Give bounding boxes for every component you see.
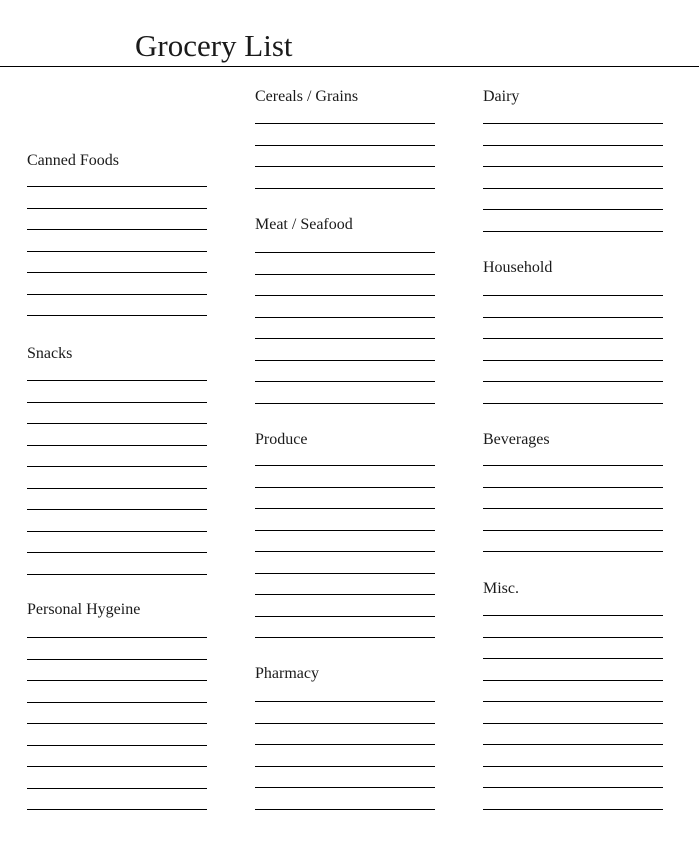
write-in-line [483,701,663,702]
write-in-line [27,745,207,746]
section-heading: Pharmacy [255,665,319,682]
section-heading: Dairy [483,88,520,105]
write-in-line [27,380,207,381]
write-in-line [27,186,207,187]
write-in-line [483,145,663,146]
write-in-line [27,788,207,789]
write-in-line [27,272,207,273]
write-in-line [27,229,207,230]
write-in-line [483,465,663,466]
write-in-line [483,787,663,788]
column-left [27,0,207,862]
write-in-line [27,723,207,724]
write-in-line [483,487,663,488]
write-in-line [27,809,207,810]
write-in-line [255,530,435,531]
section-heading: Personal Hygeine [27,601,141,618]
section-heading: Snacks [27,345,73,362]
write-in-line [483,381,663,382]
write-in-line [27,680,207,681]
write-in-line [483,658,663,659]
write-in-line [255,701,435,702]
write-in-line [27,294,207,295]
write-in-line [27,659,207,660]
write-in-line [483,338,663,339]
write-in-line [255,551,435,552]
write-in-line [255,360,435,361]
write-in-line [255,274,435,275]
section-heading: Household [483,259,553,276]
write-in-line [27,766,207,767]
write-in-line [483,508,663,509]
section-heading: Misc. [483,580,519,597]
write-in-line [255,594,435,595]
column-right [483,0,663,862]
write-in-line [27,445,207,446]
write-in-line [255,252,435,253]
write-in-line [483,615,663,616]
write-in-line [27,574,207,575]
write-in-line [483,766,663,767]
section-heading: Meat / Seafood [255,216,353,233]
write-in-line [483,744,663,745]
write-in-line [27,488,207,489]
write-in-line [483,530,663,531]
write-in-line [483,403,663,404]
write-in-line [483,295,663,296]
write-in-line [27,466,207,467]
write-in-line [255,338,435,339]
page-title: Grocery List [135,28,293,63]
write-in-line [255,637,435,638]
write-in-line [255,381,435,382]
write-in-line [27,552,207,553]
write-in-line [483,360,663,361]
write-in-line [27,251,207,252]
section-heading: Cereals / Grains [255,88,359,105]
write-in-line [255,809,435,810]
write-in-line [255,616,435,617]
write-in-line [27,315,207,316]
write-in-line [483,551,663,552]
section-heading: Beverages [483,431,550,448]
write-in-line [27,637,207,638]
write-in-line [483,166,663,167]
write-in-line [255,744,435,745]
section-heading: Canned Foods [27,152,119,169]
write-in-line [483,231,663,232]
write-in-line [255,487,435,488]
write-in-line [255,188,435,189]
column-middle [255,0,435,862]
write-in-line [255,123,435,124]
write-in-line [483,209,663,210]
write-in-line [27,702,207,703]
write-in-line [255,317,435,318]
section-heading: Produce [255,431,308,448]
write-in-line [483,317,663,318]
write-in-line [255,295,435,296]
write-in-line [483,809,663,810]
write-in-line [483,637,663,638]
write-in-line [27,423,207,424]
write-in-line [255,145,435,146]
write-in-line [483,680,663,681]
write-in-line [483,123,663,124]
write-in-line [255,465,435,466]
write-in-line [483,723,663,724]
write-in-line [27,509,207,510]
write-in-line [255,723,435,724]
write-in-line [255,166,435,167]
write-in-line [27,402,207,403]
write-in-line [27,531,207,532]
write-in-line [255,403,435,404]
write-in-line [483,188,663,189]
write-in-line [27,208,207,209]
write-in-line [255,787,435,788]
write-in-line [255,766,435,767]
write-in-line [255,573,435,574]
write-in-line [255,508,435,509]
